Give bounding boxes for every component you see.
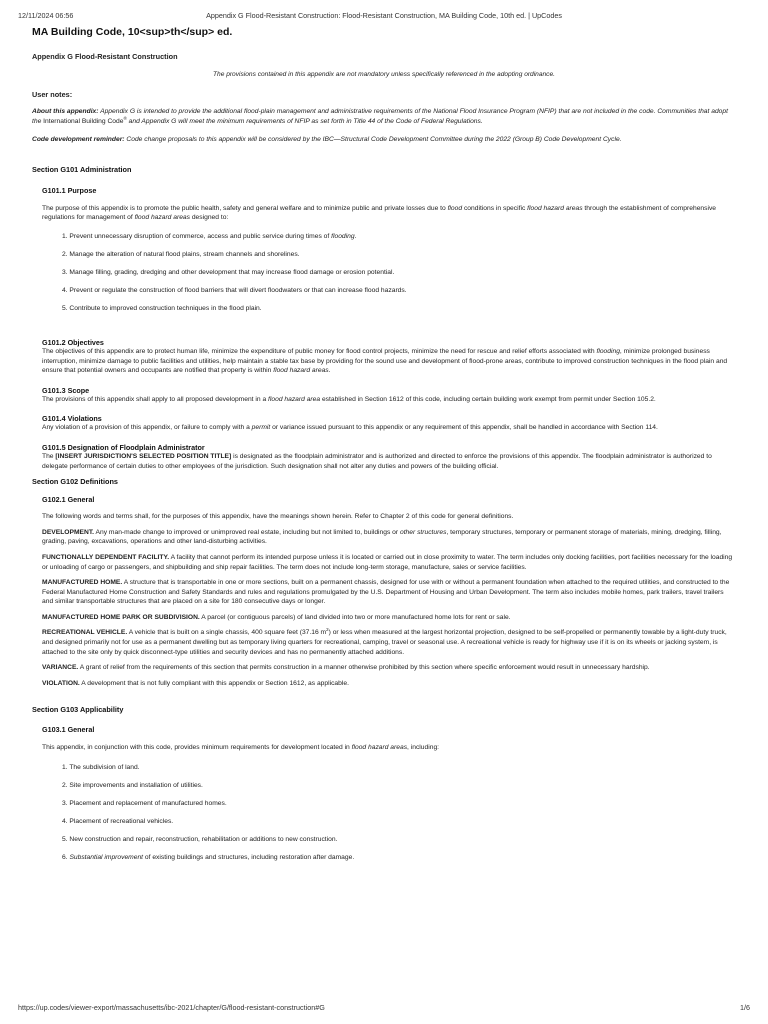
g102-1-text: The following words and terms shall, for the purposes of this appendix, have the meanings shown herein. Refer to Chapter 2 of this code for general definitions. xyxy=(42,513,514,521)
section-g103 xyxy=(32,725,736,871)
about-label: About this appendix: xyxy=(32,108,99,115)
g101-2-text: The objectives of this appendix are to protect human life, minimize the expenditure of public money for flood control projects, minimize the need for rescue and relief efforts associated with flooding, minimize prolonged business interruption, minimize damage to public facilities and utilities, help maintain a stable tax base by providing for the sound use and development of flood-prone areas, contribute to improved construction techniques in the flood plain and ensure that potential owners and occupants are notified that property is within flood hazard areas. xyxy=(42,347,728,375)
g101-4-text: Any violation of a provision of this appendix, or failure to comply with a permit or variance issued pursuant to this appendix or any requirement of this appendix, shall be handled in accordance with Section 114. xyxy=(42,424,658,432)
g103-1-list xyxy=(42,763,736,871)
section-g103-heading: Section G103 Applicability xyxy=(32,705,124,715)
definition-manufactured-home-park: MANUFACTURED HOME PARK OR SUBDIVISION. A parcel (or contiguous parcels) of land divided into two or more manufactured home lots for rent or sale. xyxy=(42,613,511,621)
g101-2-heading: G101.2 Objectives xyxy=(42,337,104,347)
g101-1-text: The purpose of this appendix is to promote the public health, safety and general welfare and to minimize public and private losses due to flood conditions in specific flood hazard areas through the establishment of comprehensive regulations for management of flood hazard areas designed to: xyxy=(42,204,717,222)
document-body xyxy=(32,26,736,871)
g101-5-heading: G101.5 Designation of Floodplain Administrator xyxy=(42,442,205,452)
book-title: MA Building Code, 10<sup>th</sup> ed. xyxy=(32,26,233,38)
definition-violation: VIOLATION. A development that is not fully compliant with this appendix or Section 1612, as applicable. xyxy=(42,679,349,687)
g101-4-heading: G101.4 Violations xyxy=(42,414,102,424)
g103-1-heading: G103.1 General xyxy=(42,725,95,735)
print-url: https://up.codes/viewer-export/massachusetts/ibc-2021/chapter/G/flood-resistant-construction#G xyxy=(18,1003,325,1012)
reminder-label: Code development reminder: xyxy=(32,136,125,144)
list-item: 1. Prevent unnecessary disruption of commerce, access and public service during times of flooding. xyxy=(62,232,357,240)
list-item: 4. Placement of recreational vehicles. xyxy=(62,818,174,826)
print-date: 12/11/2024 06:56 xyxy=(18,11,74,20)
print-footer xyxy=(18,1003,750,1015)
list-item: 4. Prevent or regulate the construction of flood barriers that will divert floodwaters or that can increase flood hazards. xyxy=(62,286,407,294)
definition-functionally-dependent-facility: FUNCTIONALLY DEPENDENT FACILITY. A facility that cannot perform its intended purpose unless it is located or carried out in close proximity to water. The term includes only docking facilities, port facilities necessary for the loading or unloading of cargo or passengers, and shipbuilding and ship repair facilities. The term does not include long-term storage, manufacture, sales or service facilities. xyxy=(42,553,733,571)
code-development-reminder: Code development reminder: Code change proposals to this appendix will be considered by the IBC—Structural Code Development Committee during the 2022 (Group B) Code Development Cycle. xyxy=(32,136,622,144)
definition-manufactured-home: MANUFACTURED HOME. A structure that is transportable in one or more sections, built on a permanent chassis, designed for use with or without a permanent foundation when attached to the required utilities, and constructed to the Federal Manufactured Home Construction and Safety Standards and rules and regulations promulgated by the U.S. Department of Housing and Urban Development. The term also includes mobile homes, park trailers, travel trailers and similar transportable structures that are placed on a site for 180 consecutive days or longer. xyxy=(42,579,730,606)
user-notes-heading: User notes: xyxy=(32,90,73,99)
definition-variance: VARIANCE. A grant of relief from the requirements of this section that permits construction in a manner otherwise prohibited by this section where specific enforcement would result in unnecessary hardship. xyxy=(42,664,650,672)
g101-1-list xyxy=(42,232,736,322)
about-appendix-note: About this appendix: Appendix G is intended to provide the additional flood-plain management and administrative requirements of the National Flood Insurance Program (NFIP) that are not included in the code. Communities that adopt the International Building Code® and Appendix G will meet the minimum requirements of NFIP as set forth in Title 44 of the Code of Federal Regulations. xyxy=(32,108,728,125)
g101-1-heading: G101.1 Purpose xyxy=(42,185,97,195)
page-number: 1/6 xyxy=(740,1003,750,1012)
section-g101-heading: Section G101 Administration xyxy=(32,164,132,174)
list-item: 1. The subdivision of land. xyxy=(62,764,140,772)
appendix-title: Appendix G Flood-Resistant Construction xyxy=(32,52,178,61)
g101-3-text: The provisions of this appendix shall apply to all proposed development in a flood hazard area established in Section 1612 of this code, including certain building work exempt from permit under Section 105.2. xyxy=(42,395,656,403)
print-header xyxy=(18,11,750,23)
section-g102 xyxy=(32,495,736,688)
list-item: 3. Manage filling, grading, dredging and other development that may increase flood damage or erosion potential. xyxy=(62,268,395,276)
provisions-note: The provisions contained in this appendix are not mandatory unless specifically referenced in the adopting ordinance. xyxy=(213,71,555,78)
section-g101 xyxy=(32,186,736,471)
section-g102-heading: Section G102 Definitions xyxy=(32,477,118,487)
g101-3-heading: G101.3 Scope xyxy=(42,385,90,395)
list-item: 3. Placement and replacement of manufactured homes. xyxy=(62,800,227,808)
definition-recreational-vehicle: RECREATIONAL VEHICLE. A vehicle that is built on a single chassis, 400 square feet (37.16 $m^2$) or less when measured at the largest horizontal projection, designed to be self-propelled or permanently towable by a light-duty truck, and designed primarily not for use as a permanent dwelling but as temporary living quarters for recreational, camping, travel or seasonal use. A recreational vehicle is ready for highway use if it is on its wheels or jacking system, is attached to the site only by quick disconnect-type utilities and security devices and has no permanently attached additions. xyxy=(42,627,727,656)
g101-5-text: The [INSERT JURISDICTION'S SELECTED POSITION TITLE] is designated as the floodplain administrator and is authorized and directed to enforce the provisions of this appendix. The floodplain administrator is authorized to delegate performance of certain duties to other employees of the jurisdiction. Such designation shall not alter any duties and powers of the building official. xyxy=(42,452,712,470)
list-item: 5. Contribute to improved construction techniques in the flood plain. xyxy=(62,304,262,312)
list-item: 6. Substantial improvement of existing buildings and structures, including restoration after damage. xyxy=(62,854,355,862)
list-item: 2. Manage the alteration of natural flood plains, stream channels and shorelines. xyxy=(62,250,300,258)
list-item: 2. Site improvements and installation of utilities. xyxy=(62,782,203,790)
print-page-title: Appendix G Flood-Resistant Construction: Flood-Resistant Construction, MA Building Code, 10th ed. | UpCodes xyxy=(206,11,562,20)
definition-development: DEVELOPMENT. Any man-made change to improved or unimproved real estate, including but not limited to, buildings or other structures, temporary structures, temporary or permanent storage of materials, mining, dredging, filling, grading, paving, excavations, operations and other land-disturbing activities. xyxy=(42,528,722,546)
list-item: 5. New construction and repair, reconstruction, rehabilitation or additions to new construction. xyxy=(62,836,338,844)
g102-1-heading: G102.1 General xyxy=(42,495,95,505)
g103-1-text: This appendix, in conjunction with this code, provides minimum requirements for development located in flood hazard areas, including: xyxy=(42,744,440,752)
